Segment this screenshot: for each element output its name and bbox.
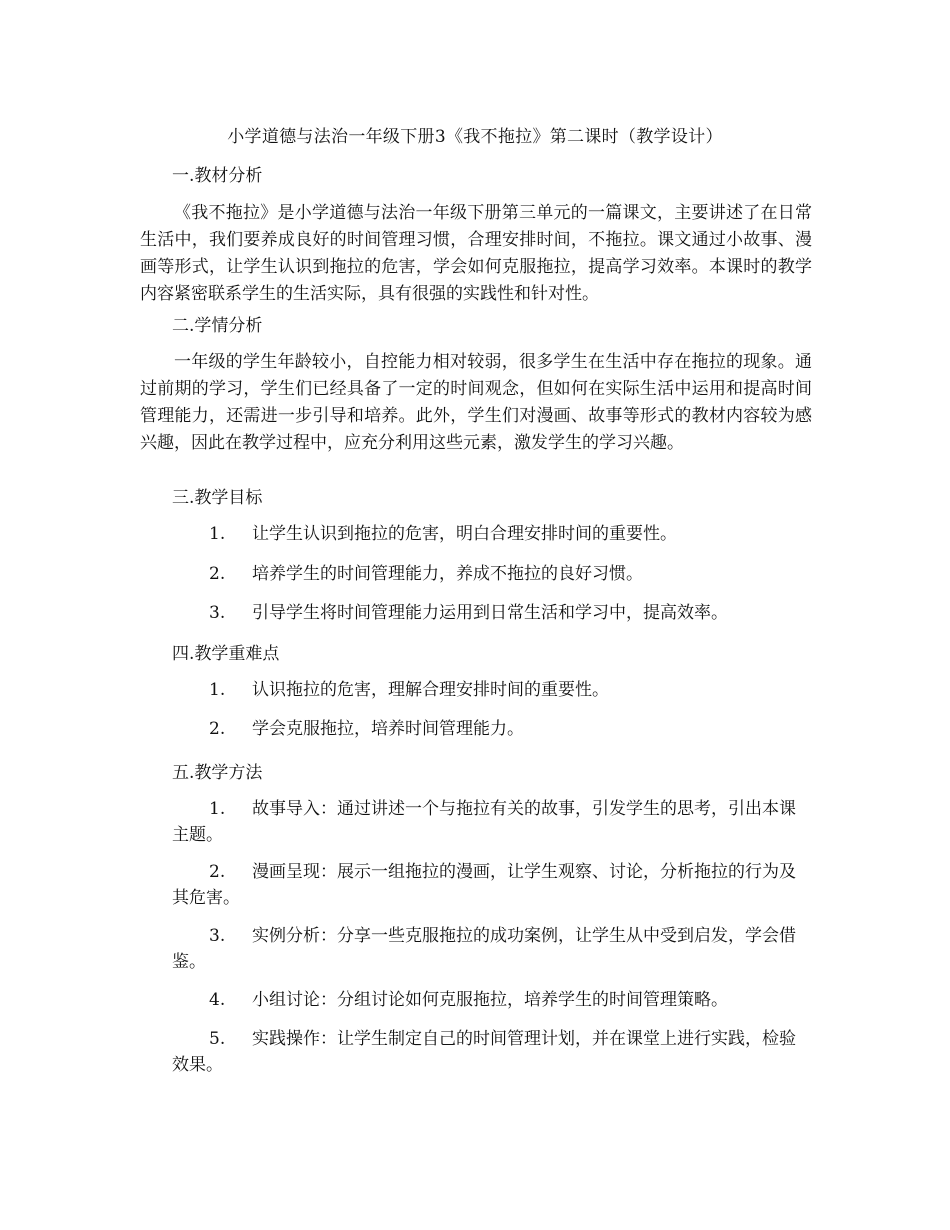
section-paragraph-students: 一年级的学生年龄较小，自控能力相对较弱，很多学生在生活中存在拖拉的现象。通过前期的学习，学生们已经具备了一定的时间观念，但如何在实际生活中运用和提高时间管理能力，还需进一步引导和培养。此外，学生们对漫画、故事等形式的教材内容较为感兴趣，因此在教学过程中，应充分利用这些元素，激发学生的学习兴趣。 [140,352,812,453]
list-item [172,923,812,975]
list-item-number: 1. [209,524,226,544]
list-item [172,521,812,547]
list-item-text: 实例分析：分享一些克服拖拉的成功案例，让学生从中受到启发，学会借鉴。 [172,926,796,972]
section-heading-students: 二.学情分析 [172,316,263,336]
list-item [172,716,812,742]
section-paragraph-materials: 《我不拖拉》是小学道德与法治一年级下册第三单元的一篇课文，主要讲述了在日常生活中，我们要养成良好的时间管理习惯，合理安排时间，不拖拉。课文通过小故事、漫画等形式，让学生认识到拖拉的危害，学会如何克服拖拉，提高学习效率。本课时的教学内容紧密联系学生的生活实际，具有很强的实践性和针对性。 [140,203,812,304]
list-item-number: 2. [209,862,226,882]
list-item-text: 漫画呈现：展示一组拖拉的漫画，让学生观察、讨论，分析拖拉的行为及其危害。 [172,862,796,908]
list-item [172,600,812,626]
list-item [172,1026,812,1078]
list-item [172,987,812,1013]
section-heading-key-points: 四.教学重难点 [172,644,280,664]
list-item-number: 5. [209,1029,226,1049]
list-item-number: 4. [209,990,226,1010]
list-item-text: 实践操作：让学生制定自己的时间管理计划，并在课堂上进行实践，检验效果。 [172,1029,796,1075]
list-item [172,561,812,587]
document-title: 小学道德与法治一年级下册3《我不拖拉》第二课时（教学设计） [227,127,723,147]
list-item-number: 2. [209,719,226,739]
list-item [172,859,812,911]
list-item-text: 学会克服拖拉，培养时间管理能力。 [252,719,524,739]
section-heading-materials: 一.教材分析 [172,166,263,186]
list-item-text: 让学生认识到拖拉的危害，明白合理安排时间的重要性。 [252,524,677,544]
list-item [172,677,812,703]
section-heading-goals: 三.教学目标 [172,488,263,508]
list-item-text: 引导学生将时间管理能力运用到日常生活和学习中，提高效率。 [252,603,728,623]
list-item-number: 2. [209,564,226,584]
list-item-number: 1. [209,799,226,819]
list-item [172,796,812,848]
list-item-number: 3. [209,926,226,946]
section-heading-methods: 五.教学方法 [172,763,263,783]
list-item-text: 故事导入：通过讲述一个与拖拉有关的故事，引发学生的思考，引出本课主题。 [172,799,796,845]
list-item-text: 小组讨论：分组讨论如何克服拖拉，培养学生的时间管理策略。 [252,990,728,1010]
list-item-number: 3. [209,603,226,623]
list-item-text: 认识拖拉的危害，理解合理安排时间的重要性。 [252,680,609,700]
list-item-number: 1. [209,680,226,700]
list-item-text: 培养学生的时间管理能力，养成不拖拉的良好习惯。 [252,564,643,584]
